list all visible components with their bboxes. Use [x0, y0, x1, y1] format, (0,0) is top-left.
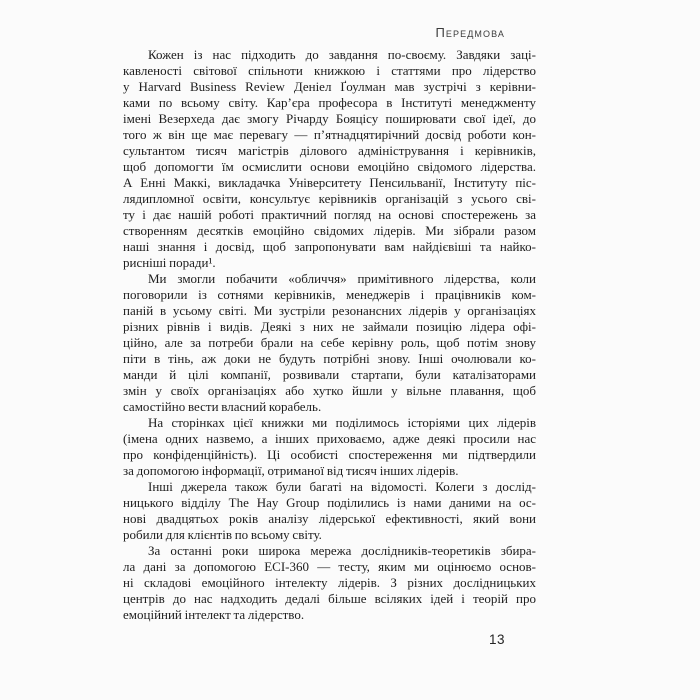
text-line: робили для клієнтів по всьому світу.: [123, 527, 322, 542]
text-line: кавленості світової спільноти книжкою і статтями про лідерство: [123, 63, 536, 78]
text-line: щоб допомогти їм осмислити основи емоційно свідомого лідерства.: [123, 159, 536, 174]
text-line: про конфіденційність). Ці особисті спостереження ми підтвердили: [123, 447, 536, 462]
text-line: паній в усьому світі. Ми зустріли резонансних лідерів у організаціях: [123, 303, 536, 318]
text-line: ні складові емоційного інтелекту лідерів. З різних дослідницьких: [123, 575, 536, 590]
text-line: того ж він ще має перевагу — п’ятнадцятирічний досвід роботи кон-: [123, 127, 536, 142]
page-number: 13: [488, 632, 505, 647]
text-line: манди й цілі компанії, розвивали стартапи, були каталізаторами: [123, 367, 536, 382]
text-line: сультантом тисяч магістрів ділового адміністрування і керівників,: [123, 143, 536, 158]
paragraph: [123, 415, 536, 479]
text-line: лядипломної освіти, консультує керівників організацій з усього сві-: [123, 191, 536, 206]
text-line: ками по всьому світу. Кар’єра професора в Інституті менеджменту: [123, 95, 536, 110]
text-line: емоційний інтелект та лідерство.: [123, 607, 305, 622]
text-line: імені Везерхеда дає змогу Річарду Бояцісу поширювати свої ідеї, до: [123, 111, 536, 126]
paragraph: [123, 543, 536, 623]
running-head: Передмова: [435, 25, 505, 40]
text-line: поговорили із сотнями керівників, менеджерів і працівників ком-: [123, 287, 536, 302]
text-line: За останні роки широка мережа дослідників-теоретиків збира-: [148, 543, 536, 558]
page-body-text: [123, 47, 536, 623]
text-line: у Harvard Business Review Деніел Ґоулман мав зустрічі з керівни-: [123, 79, 536, 94]
text-line: ційно, але за потреби брали на себе керівну роль, щоб потім знову: [123, 335, 536, 350]
text-line: наші знання і досвід, щоб запропонувати вам найдієвіші та найко-: [123, 239, 536, 254]
text-line: Кожен із нас підходить до завдання по-своєму. Завдяки заці-: [148, 47, 536, 62]
text-line: ла дані за допомогою ECI-360 — тесту, яким ми оцінюємо основ-: [123, 559, 536, 574]
text-line: На сторінках цієї книжки ми поділимось історіями цих лідерів: [148, 415, 536, 430]
paragraph: [123, 47, 536, 271]
text-line: різних рівнів і видів. Деякі з них не займали позицію лідера офі-: [123, 319, 536, 334]
text-line: центрів до нас надходить дедалі більше всіляких ідей і теорій про: [123, 591, 536, 606]
text-line: ницького відділу The Hay Group поділились із нами даними на ос-: [123, 495, 536, 510]
paragraph: [123, 479, 536, 543]
text-line: рисніші поради¹.: [123, 255, 216, 270]
text-line: за допомогою інформації, отриманої від тисяч інших лідерів.: [123, 463, 459, 478]
text-line: піти в тінь, аж доки не будуть потрібні знову. Інші очолювали ко-: [123, 351, 536, 366]
text-line: (імена одних назвемо, а інших приховаємо, адже деякі просили нас: [123, 431, 536, 446]
text-line: А Енні Маккі, викладачка Університету Пенсильванії, Інституту піс-: [123, 175, 536, 190]
text-line: ту і дає нашій роботі практичний погляд на основі спостережень за: [123, 207, 536, 222]
text-line: самостійно вести власний корабель.: [123, 399, 322, 414]
text-line: Інші джерела також були багаті на відомості. Колеги з дослід-: [148, 479, 536, 494]
text-line: створенням десятків емоційно свідомих лідерів. Ми зібрали разом: [123, 223, 536, 238]
text-line: нові двадцятьох років аналізу лідерської ефективності, який вони: [123, 511, 536, 526]
text-line: змін у своїх організаціях або хутко йшли у вільне плавання, щоб: [123, 383, 536, 398]
text-line: Ми змогли побачити «обличчя» примітивного лідерства, коли: [148, 271, 536, 286]
paragraph: [123, 271, 536, 415]
